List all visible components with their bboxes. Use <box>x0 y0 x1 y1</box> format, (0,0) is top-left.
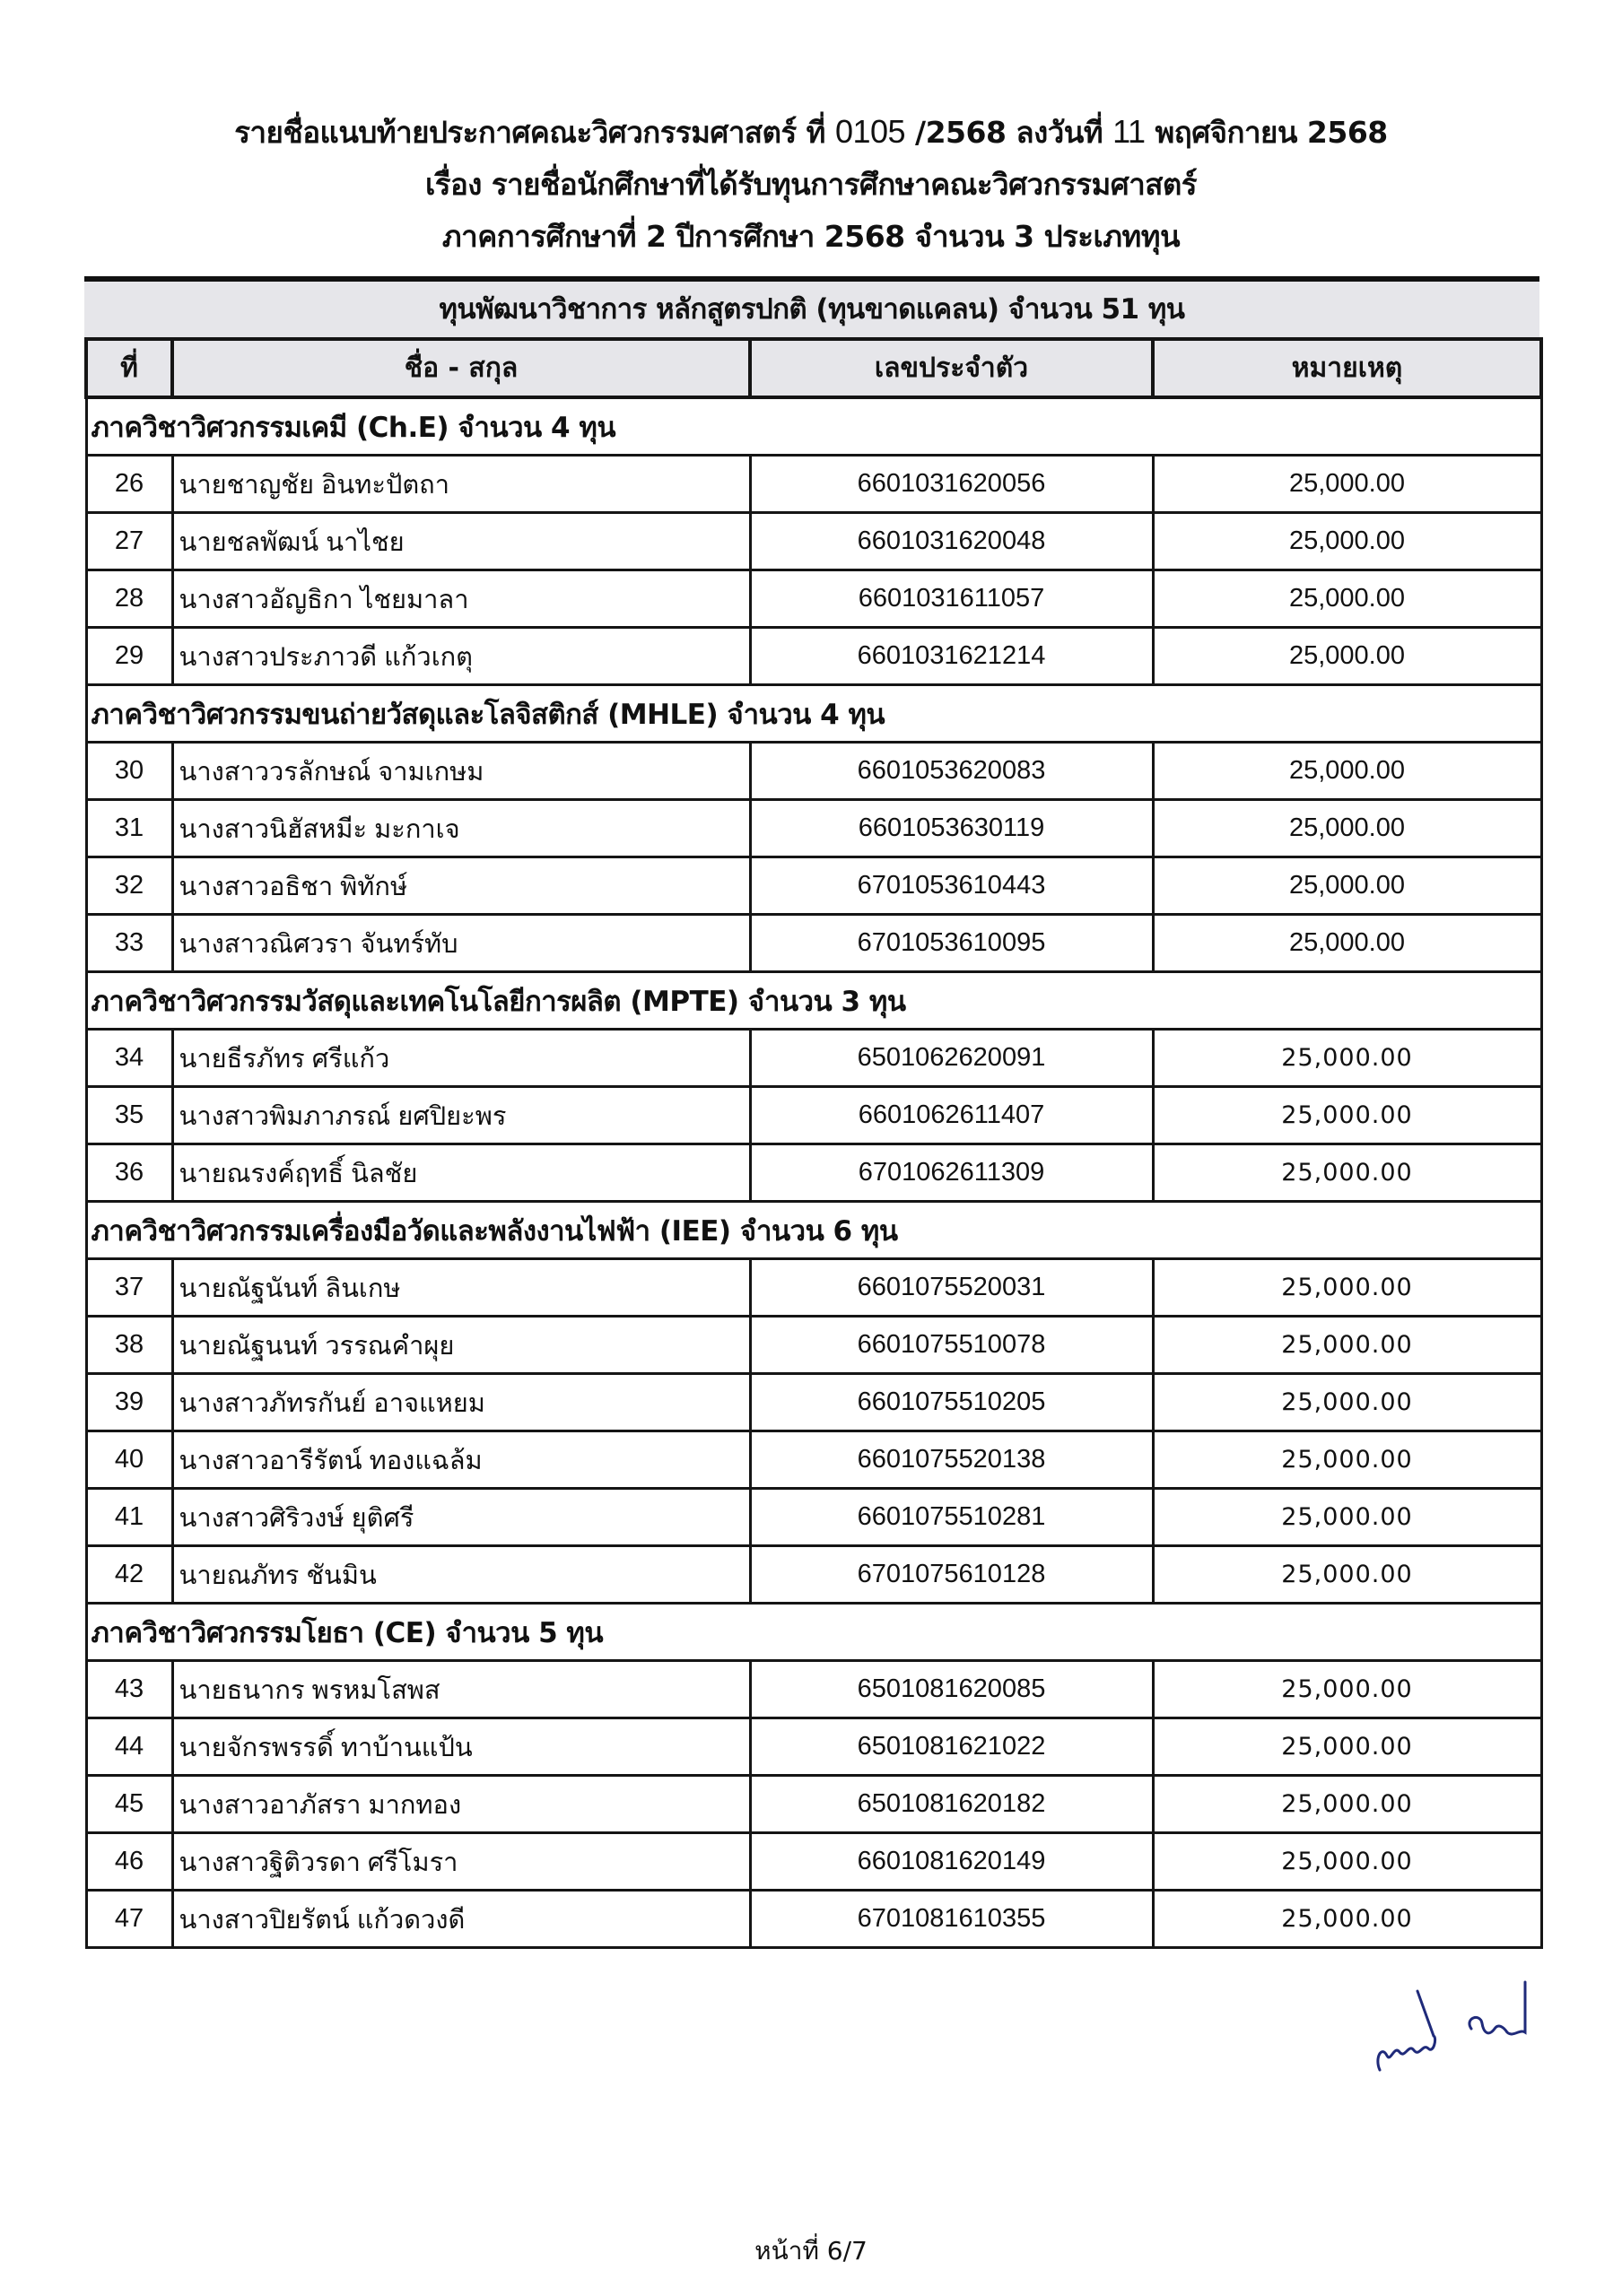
scholarship-table <box>84 276 1539 1949</box>
student-name: นายธีรภัทร ศรีแก้ว <box>172 1030 750 1087</box>
row-number: 33 <box>86 915 172 972</box>
row-number: 35 <box>86 1087 172 1144</box>
row-number: 32 <box>86 857 172 915</box>
student-id: 6601075520138 <box>750 1431 1153 1489</box>
row-number: 39 <box>86 1374 172 1431</box>
row-number: 40 <box>86 1431 172 1489</box>
announcement-day: 11 <box>1112 113 1146 150</box>
student-name: นางสาวภัทรกันย์ อาจแหยม <box>172 1374 750 1431</box>
student-row <box>86 1776 1541 1833</box>
row-number: 31 <box>86 800 172 857</box>
student-name: นางสาวอารีรัตน์ ทองแฉล้ม <box>172 1431 750 1489</box>
scholarship-type-title: ทุนพัฒนาวิชาการ หลักสูตรปกติ (ทุนขาดแคลน) จำนวน 51 ทุน <box>84 282 1539 337</box>
department-section-row <box>86 972 1541 1030</box>
scholarship-amount: 25,000.00 <box>1153 1546 1541 1604</box>
student-id: 6601081620149 <box>750 1833 1153 1891</box>
student-id: 6701081610355 <box>750 1891 1153 1948</box>
student-name: นางสาวประภาวดี แก้วเกตุ <box>172 628 750 685</box>
scholarship-amount: 25,000.00 <box>1153 743 1541 800</box>
document-header <box>0 106 1622 263</box>
department-section-title: ภาควิชาวิศวกรรมเครื่องมือวัดและพลังงานไฟฟ้า (IEE) จำนวน 6 ทุน <box>86 1202 1541 1259</box>
row-number: 44 <box>86 1718 172 1776</box>
row-number: 43 <box>86 1661 172 1718</box>
scholarship-amount: 25,000.00 <box>1153 1317 1541 1374</box>
student-name: นายณภัทร ชันมิน <box>172 1546 750 1604</box>
student-id: 6601031621214 <box>750 628 1153 685</box>
student-id: 6701053610095 <box>750 915 1153 972</box>
row-number: 30 <box>86 743 172 800</box>
student-row <box>86 1144 1541 1202</box>
student-id: 6601053620083 <box>750 743 1153 800</box>
scholarship-amount: 25,000.00 <box>1153 1431 1541 1489</box>
department-section-title: ภาควิชาวิศวกรรมขนถ่ายวัสดุและโลจิสติกส์ (MHLE) จำนวน 4 ทุน <box>86 685 1541 743</box>
scholarship-amount: 25,000.00 <box>1153 1374 1541 1431</box>
student-row <box>86 1374 1541 1431</box>
column-header-no: ที่ <box>86 339 172 397</box>
signature <box>1364 1973 1561 2081</box>
student-name: นายณรงค์ฤทธิ์ นิลชัย <box>172 1144 750 1202</box>
student-row <box>86 1489 1541 1546</box>
student-id: 6601075510281 <box>750 1489 1153 1546</box>
student-name: นายชาญชัย อินทะปัตถา <box>172 456 750 513</box>
student-row <box>86 1030 1541 1087</box>
student-name: นายณัฐนนท์ วรรณคำผุย <box>172 1317 750 1374</box>
scholarship-amount: 25,000.00 <box>1153 1030 1541 1087</box>
student-name: นางสาวนิฮัสหมีะ มะกาเจ <box>172 800 750 857</box>
student-id: 6701075610128 <box>750 1546 1153 1604</box>
student-name: นางสาวอัญธิกา ไชยมาลา <box>172 570 750 628</box>
student-id: 6701062611309 <box>750 1144 1153 1202</box>
row-number: 47 <box>86 1891 172 1948</box>
student-id: 6601075510078 <box>750 1317 1153 1374</box>
scholarship-amount: 25,000.00 <box>1153 915 1541 972</box>
student-id: 6501081621022 <box>750 1718 1153 1776</box>
department-section-row <box>86 397 1541 456</box>
student-row <box>86 1891 1541 1948</box>
student-row <box>86 800 1541 857</box>
scholarship-amount: 25,000.00 <box>1153 1259 1541 1317</box>
student-name: นางสาวพิมภาภรณ์ ยศปิยะพร <box>172 1087 750 1144</box>
row-number: 36 <box>86 1144 172 1202</box>
scholarship-amount: 25,000.00 <box>1153 1776 1541 1833</box>
student-id: 6601075520031 <box>750 1259 1153 1317</box>
student-id: 6601075510205 <box>750 1374 1153 1431</box>
student-row <box>86 1546 1541 1604</box>
row-number: 34 <box>86 1030 172 1087</box>
column-header-name: ชื่อ - สกุล <box>172 339 750 397</box>
student-row <box>86 1259 1541 1317</box>
student-name: นางสาวอธิชา พิทักษ์ <box>172 857 750 915</box>
student-name: นายณัฐนันท์ ลินเกษ <box>172 1259 750 1317</box>
department-section-title: ภาควิชาวิศวกรรมโยธา (CE) จำนวน 5 ทุน <box>86 1604 1541 1661</box>
row-number: 27 <box>86 513 172 570</box>
student-row <box>86 857 1541 915</box>
student-id: 6601062611407 <box>750 1087 1153 1144</box>
student-name: นางสาวศิริวงษ์ ยุติศรี <box>172 1489 750 1546</box>
student-name: นางสาววรลักษณ์ จามเกษม <box>172 743 750 800</box>
student-row <box>86 628 1541 685</box>
student-name: นางสาวณิศวรา จันทร์ทับ <box>172 915 750 972</box>
student-row <box>86 1087 1541 1144</box>
scholarship-amount: 25,000.00 <box>1153 800 1541 857</box>
table-header-row <box>86 339 1541 397</box>
student-row <box>86 456 1541 513</box>
student-id: 6501062620091 <box>750 1030 1153 1087</box>
row-number: 41 <box>86 1489 172 1546</box>
student-name: นางสาวปิยรัตน์ แก้วดวงดี <box>172 1891 750 1948</box>
scholarship-amount: 25,000.00 <box>1153 1087 1541 1144</box>
table-body <box>86 397 1541 1948</box>
student-name: นายจักรพรรดิ์ ทาบ้านแป้น <box>172 1718 750 1776</box>
row-number: 26 <box>86 456 172 513</box>
student-row <box>86 1431 1541 1489</box>
column-header-note: หมายเหตุ <box>1153 339 1541 397</box>
scholarship-amount: 25,000.00 <box>1153 628 1541 685</box>
header-line-3: ภาคการศึกษาที่ 2 ปีการศึกษา 2568 จำนวน 3 ประเภททุน <box>441 219 1181 254</box>
student-row <box>86 513 1541 570</box>
announcement-number: 0105 <box>834 113 906 150</box>
scholarship-amount: 25,000.00 <box>1153 1144 1541 1202</box>
header-line-1-prefix: รายชื่อแนบท้ายประกาศคณะวิศวกรรมศาสตร์ ที่ <box>234 115 825 150</box>
student-id: 6601031620048 <box>750 513 1153 570</box>
row-number: 29 <box>86 628 172 685</box>
scholarship-amount: 25,000.00 <box>1153 1661 1541 1718</box>
department-section-title: ภาควิชาวิศวกรรมวัสดุและเทคโนโลยีการผลิต (MPTE) จำนวน 3 ทุน <box>86 972 1541 1030</box>
student-id: 6701053610443 <box>750 857 1153 915</box>
student-row <box>86 1317 1541 1374</box>
department-section-row <box>86 1604 1541 1661</box>
scholarship-amount: 25,000.00 <box>1153 1489 1541 1546</box>
department-section-title: ภาควิชาวิศวกรรมเคมี (Ch.E) จำนวน 4 ทุน <box>86 397 1541 456</box>
header-line-2: เรื่อง รายชื่อนักศึกษาที่ได้รับทุนการศึกษาคณะวิศวกรรมศาสตร์ <box>424 167 1198 202</box>
row-number: 38 <box>86 1317 172 1374</box>
signature-stroke <box>1378 1991 1435 2070</box>
header-line-1-suffix: พฤศจิกายน 2568 <box>1155 115 1388 150</box>
student-id: 6601031611057 <box>750 570 1153 628</box>
signature-stroke <box>1469 1982 1525 2034</box>
student-row <box>86 743 1541 800</box>
scholarship-amount: 25,000.00 <box>1153 1718 1541 1776</box>
row-number: 45 <box>86 1776 172 1833</box>
scholarship-amount: 25,000.00 <box>1153 456 1541 513</box>
student-row <box>86 1718 1541 1776</box>
row-number: 46 <box>86 1833 172 1891</box>
department-section-row <box>86 685 1541 743</box>
row-number: 37 <box>86 1259 172 1317</box>
student-row <box>86 1661 1541 1718</box>
row-number: 42 <box>86 1546 172 1604</box>
department-section-row <box>86 1202 1541 1259</box>
student-list-table <box>84 337 1543 1949</box>
header-line-1 <box>0 106 1622 159</box>
scholarship-amount: 25,000.00 <box>1153 570 1541 628</box>
student-row <box>86 1833 1541 1891</box>
student-name: นางสาวอาภัสรา มากทอง <box>172 1776 750 1833</box>
student-name: นางสาวฐิติวรดา ศรีโมรา <box>172 1833 750 1891</box>
student-id: 6501081620182 <box>750 1776 1153 1833</box>
student-id: 6501081620085 <box>750 1661 1153 1718</box>
header-line-1-mid: /2568 ลงวันที่ <box>915 115 1103 150</box>
column-header-student-id: เลขประจำตัว <box>750 339 1153 397</box>
page-number: หน้าที่ 6/7 <box>754 2236 868 2266</box>
scholarship-amount: 25,000.00 <box>1153 857 1541 915</box>
row-number: 28 <box>86 570 172 628</box>
student-id: 6601031620056 <box>750 456 1153 513</box>
student-row <box>86 915 1541 972</box>
student-name: นายชลพัฒน์ นาไชย <box>172 513 750 570</box>
scholarship-amount: 25,000.00 <box>1153 1833 1541 1891</box>
student-row <box>86 570 1541 628</box>
student-id: 6601053630119 <box>750 800 1153 857</box>
scholarship-amount: 25,000.00 <box>1153 513 1541 570</box>
scholarship-amount: 25,000.00 <box>1153 1891 1541 1948</box>
student-name: นายธนากร พรหมโสพส <box>172 1661 750 1718</box>
